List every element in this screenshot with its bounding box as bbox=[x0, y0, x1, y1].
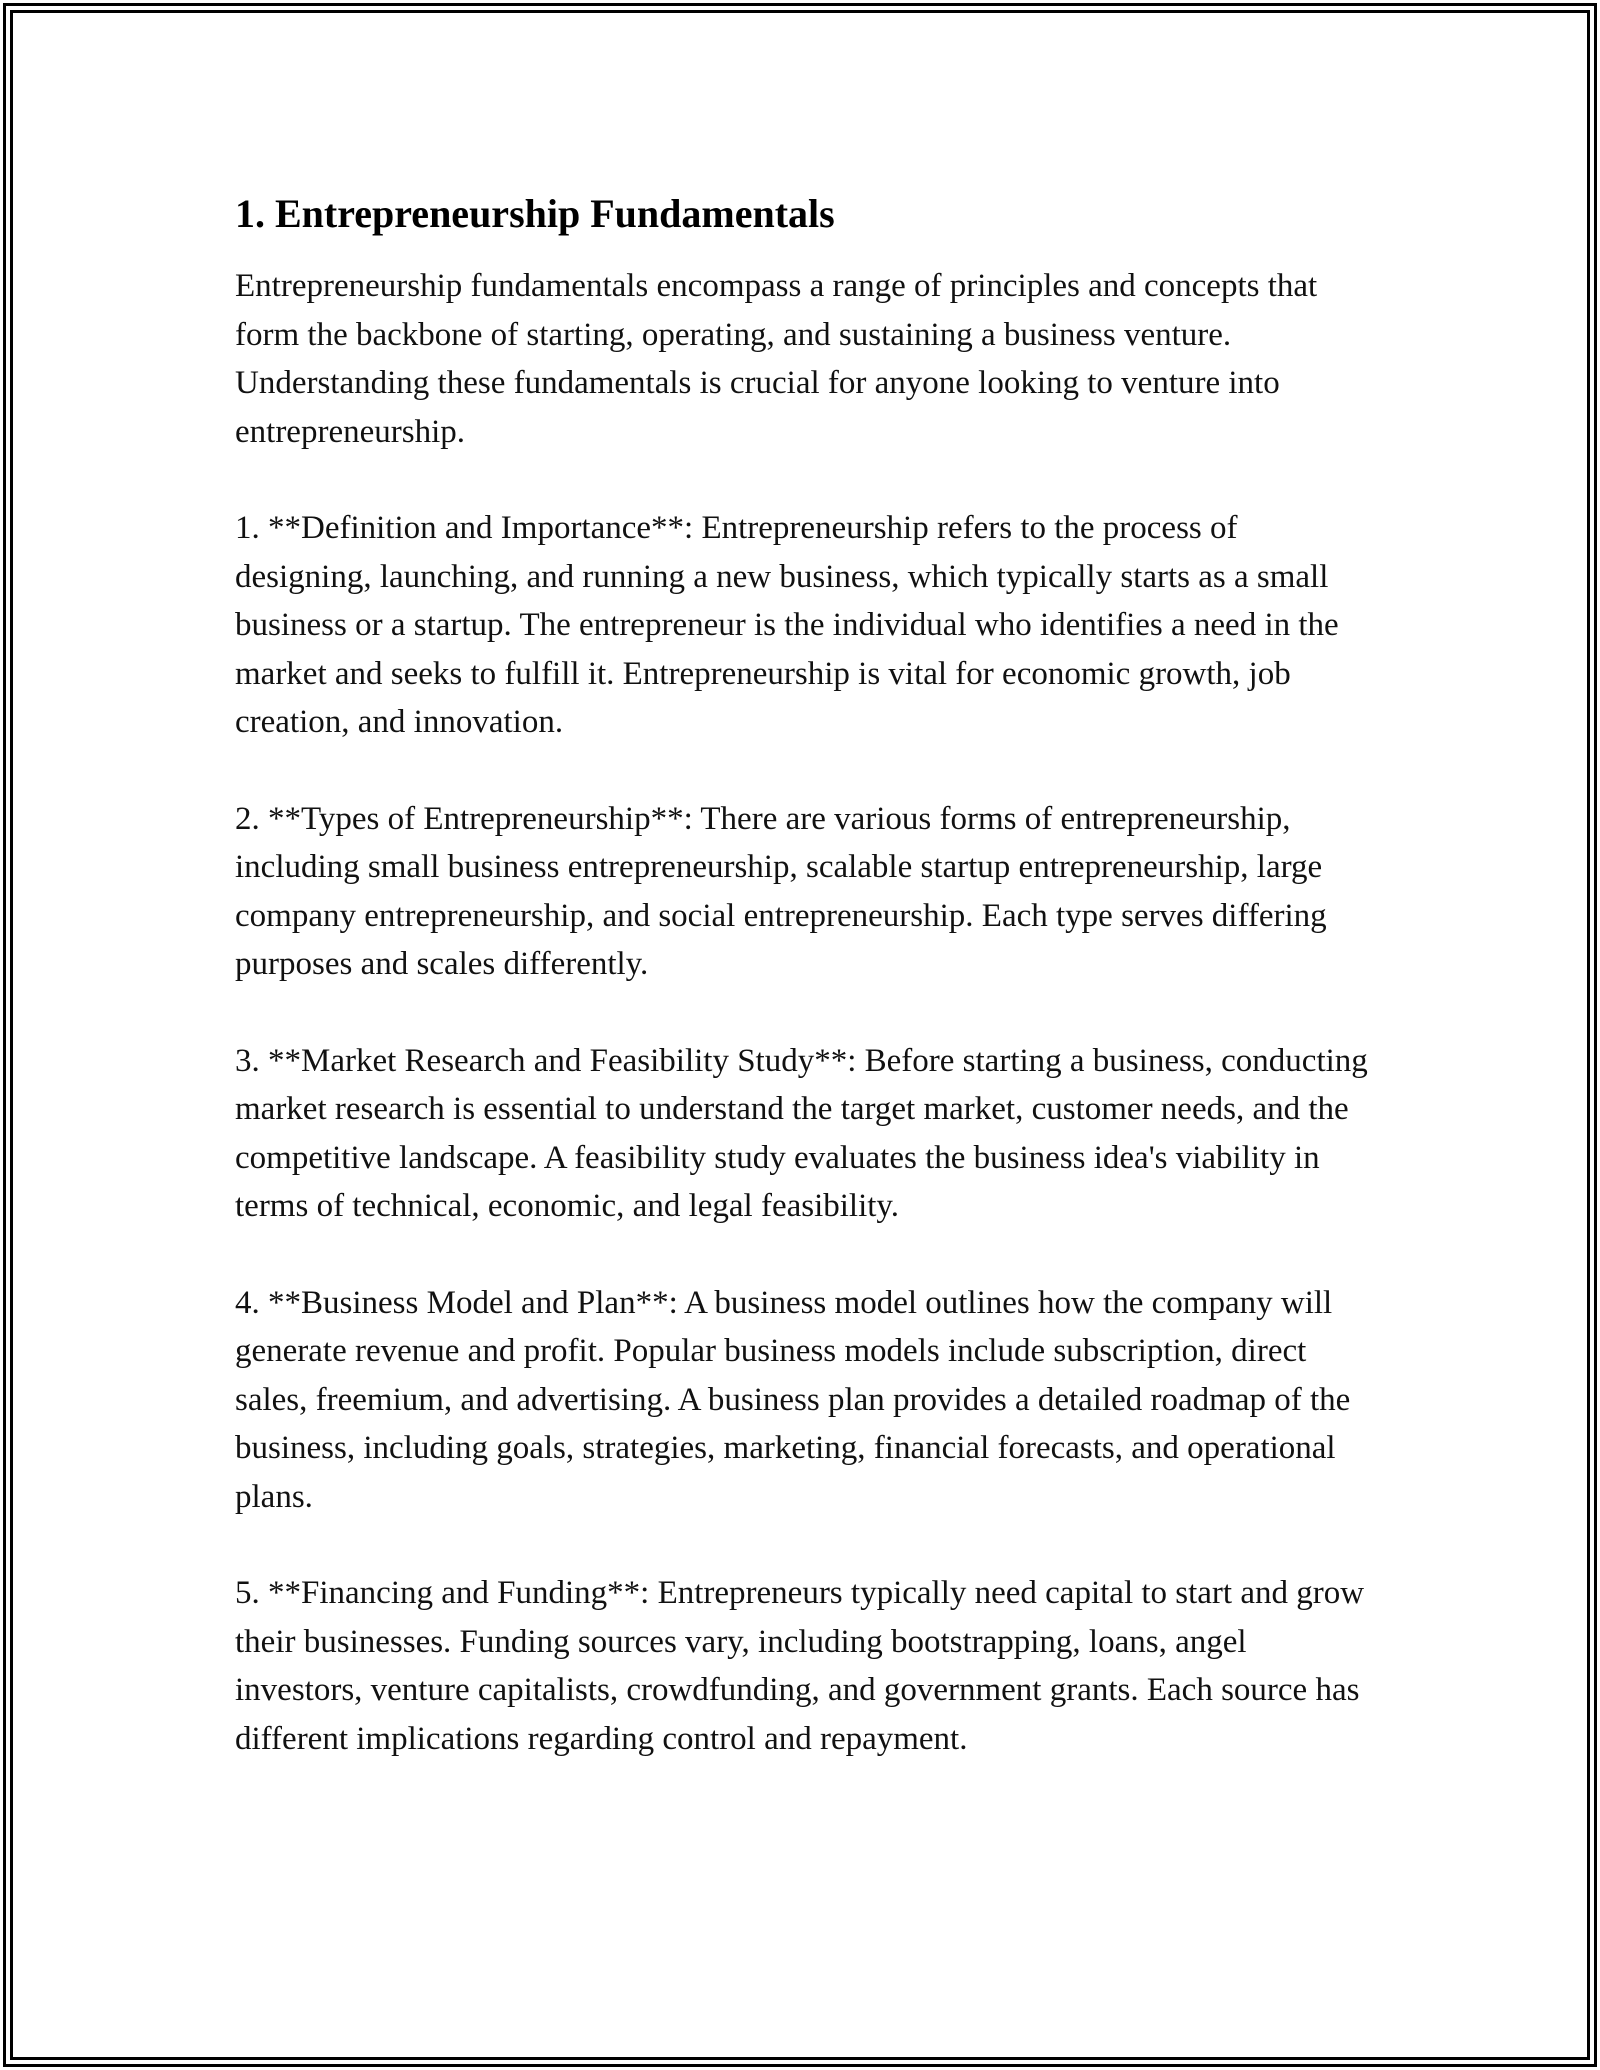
financing-paragraph: 5. **Financing and Funding**: Entrepreneurs typically need capital to start and grow their businesses. Funding sources vary, including bootstrapping, loans, angel investors, venture capitalists, crowdfunding, and government grants. Each source has different implications regarding control and repayment. bbox=[235, 1575, 1365, 1757]
definition-paragraph: 1. **Definition and Importance**: Entrepreneurship refers to the process of designing, launching, and running a new business, which typically starts as a small business or a startup. The entrepreneur is the individual who identifies a need in the market and seeks to fulfill it. Entrepreneurship is vital for economic growth, job creation, and innovation. bbox=[235, 510, 1339, 740]
market-research-paragraph: 3. **Market Research and Feasibility Study**: Before starting a business, conducting market research is essential to understand the target market, customer needs, and the competitive landscape. A feasibility study evaluates the business idea's viability in terms of technical, economic, and legal feasibility. bbox=[235, 1042, 1368, 1224]
document-body bbox=[235, 186, 1375, 1811]
intro-paragraph: Entrepreneurship fundamentals encompass a range of principles and concepts that form the backbone of starting, operating, and sustaining a business venture. Understanding these fundamentals is crucial for anyone looking to venture into entrepreneurship. bbox=[235, 268, 1318, 450]
section-heading: 1. Entrepreneurship Fundamentals bbox=[235, 191, 835, 236]
types-paragraph: 2. **Types of Entrepreneurship**: There are various forms of entrepreneurship, including small business entrepreneurship, scalable startup entrepreneurship, large company entrepreneurship, and social entrepreneurship. Each type serves differing purposes and scales differently. bbox=[235, 800, 1327, 982]
business-model-paragraph: 4. **Business Model and Plan**: A business model outlines how the company will generate revenue and profit. Popular business models include subscription, direct sales, freemium, and advertising. A business plan provides a detailed roadmap of the business, including goals, strategies, marketing, financial forecasts, and operational plans. bbox=[235, 1284, 1351, 1515]
